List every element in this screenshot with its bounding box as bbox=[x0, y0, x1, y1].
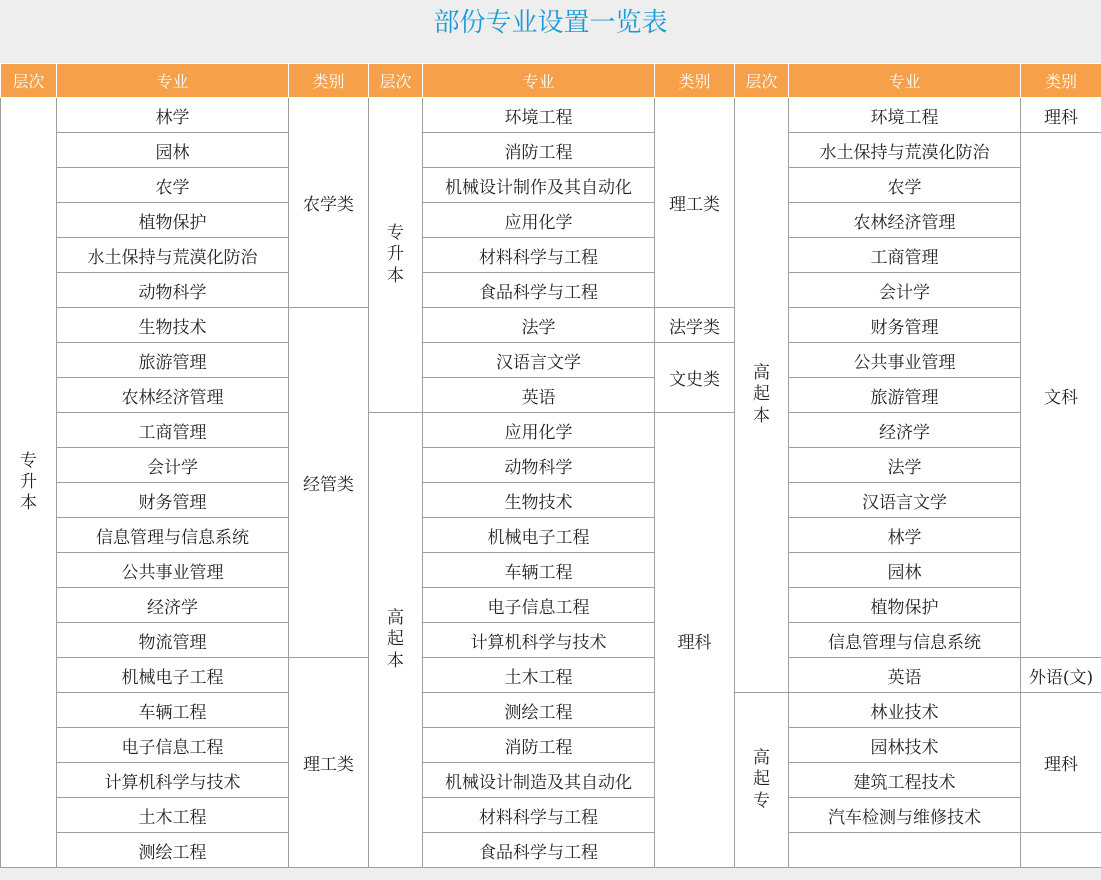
major-cell: 经济学 bbox=[57, 588, 289, 623]
header-major: 专业 bbox=[423, 64, 655, 98]
table-row bbox=[1, 168, 1101, 203]
major-cell: 会计学 bbox=[57, 448, 289, 483]
major-cell: 机械电子工程 bbox=[423, 518, 655, 553]
header-category: 类别 bbox=[289, 64, 369, 98]
table-row bbox=[1, 553, 1101, 588]
major-cell: 英语 bbox=[423, 378, 655, 413]
major-cell: 园林 bbox=[57, 133, 289, 168]
major-cell: 建筑工程技术 bbox=[789, 763, 1021, 798]
table-row bbox=[1, 693, 1101, 728]
table-row bbox=[1, 623, 1101, 658]
major-cell: 计算机科学与技术 bbox=[57, 763, 289, 798]
header-level: 层次 bbox=[1, 64, 57, 98]
major-cell: 机械电子工程 bbox=[57, 658, 289, 693]
major-cell: 计算机科学与技术 bbox=[423, 623, 655, 658]
table-row bbox=[1, 448, 1101, 483]
major-cell: 车辆工程 bbox=[423, 553, 655, 588]
table-row bbox=[1, 483, 1101, 518]
major-cell: 信息管理与信息系统 bbox=[57, 518, 289, 553]
table-row bbox=[1, 203, 1101, 238]
major-cell: 工商管理 bbox=[57, 413, 289, 448]
major-cell: 材料科学与工程 bbox=[423, 238, 655, 273]
major-cell: 动物科学 bbox=[423, 448, 655, 483]
major-cell: 生物技术 bbox=[57, 308, 289, 343]
table-row bbox=[1, 308, 1101, 343]
major-cell: 植物保护 bbox=[789, 588, 1021, 623]
major-cell: 生物技术 bbox=[423, 483, 655, 518]
major-cell: 消防工程 bbox=[423, 133, 655, 168]
major-cell: 林业技术 bbox=[789, 693, 1021, 728]
table-row bbox=[1, 588, 1101, 623]
major-cell: 应用化学 bbox=[423, 413, 655, 448]
table-row bbox=[1, 273, 1101, 308]
major-cell: 测绘工程 bbox=[423, 693, 655, 728]
major-cell: 机械设计制作及其自动化 bbox=[423, 168, 655, 203]
table-row bbox=[1, 238, 1101, 273]
header-major: 专业 bbox=[57, 64, 289, 98]
major-cell: 汽车检测与维修技术 bbox=[789, 798, 1021, 833]
major-cell: 旅游管理 bbox=[57, 343, 289, 378]
major-cell: 动物科学 bbox=[57, 273, 289, 308]
major-cell: 信息管理与信息系统 bbox=[789, 623, 1021, 658]
table-row bbox=[1, 833, 1101, 868]
category-cell: 经管类 bbox=[289, 308, 369, 658]
empty-cell bbox=[789, 833, 1021, 868]
table-row bbox=[1, 518, 1101, 553]
level-cell: 专升本 bbox=[1, 98, 57, 868]
category-cell: 文科 bbox=[1021, 133, 1101, 658]
level-cell: 高起专 bbox=[735, 693, 789, 868]
table-row bbox=[1, 798, 1101, 833]
major-cell: 会计学 bbox=[789, 273, 1021, 308]
table-row bbox=[1, 763, 1101, 798]
major-cell: 农学 bbox=[57, 168, 289, 203]
major-cell: 食品科学与工程 bbox=[423, 273, 655, 308]
major-cell: 土木工程 bbox=[57, 798, 289, 833]
category-cell: 农学类 bbox=[289, 98, 369, 308]
majors-table bbox=[0, 63, 1101, 868]
major-cell: 电子信息工程 bbox=[57, 728, 289, 763]
major-cell: 林学 bbox=[57, 98, 289, 133]
table-row bbox=[1, 658, 1101, 693]
major-cell: 公共事业管理 bbox=[789, 343, 1021, 378]
category-cell: 理工类 bbox=[289, 658, 369, 868]
major-cell: 水土保持与荒漠化防治 bbox=[789, 133, 1021, 168]
major-cell: 财务管理 bbox=[57, 483, 289, 518]
category-cell: 外语(文) bbox=[1021, 658, 1101, 693]
table-row bbox=[1, 413, 1101, 448]
category-cell: 理工类 bbox=[655, 98, 735, 308]
major-cell: 农学 bbox=[789, 168, 1021, 203]
major-cell: 环境工程 bbox=[423, 98, 655, 133]
category-cell: 法学类 bbox=[655, 308, 735, 343]
empty-cell bbox=[1021, 833, 1101, 868]
major-cell: 物流管理 bbox=[57, 623, 289, 658]
major-cell: 法学 bbox=[789, 448, 1021, 483]
level-cell: 高起本 bbox=[369, 413, 423, 868]
major-cell: 植物保护 bbox=[57, 203, 289, 238]
major-cell: 经济学 bbox=[789, 413, 1021, 448]
table-row bbox=[1, 378, 1101, 413]
major-cell: 园林技术 bbox=[789, 728, 1021, 763]
major-cell: 消防工程 bbox=[423, 728, 655, 763]
page-title: 部份专业设置一览表 bbox=[433, 8, 668, 38]
major-cell: 旅游管理 bbox=[789, 378, 1021, 413]
category-cell: 理科 bbox=[1021, 693, 1101, 833]
major-cell: 林学 bbox=[789, 518, 1021, 553]
table-row bbox=[1, 98, 1101, 133]
category-cell: 理科 bbox=[1021, 98, 1101, 133]
major-cell: 环境工程 bbox=[789, 98, 1021, 133]
header-major: 专业 bbox=[789, 64, 1021, 98]
major-cell: 土木工程 bbox=[423, 658, 655, 693]
table-row bbox=[1, 728, 1101, 763]
major-cell: 汉语言文学 bbox=[423, 343, 655, 378]
major-cell: 法学 bbox=[423, 308, 655, 343]
table-row bbox=[1, 343, 1101, 378]
major-cell: 水土保持与荒漠化防治 bbox=[57, 238, 289, 273]
major-cell: 工商管理 bbox=[789, 238, 1021, 273]
major-cell: 汉语言文学 bbox=[789, 483, 1021, 518]
header-level: 层次 bbox=[369, 64, 423, 98]
major-cell: 车辆工程 bbox=[57, 693, 289, 728]
major-cell: 应用化学 bbox=[423, 203, 655, 238]
category-cell: 文史类 bbox=[655, 343, 735, 413]
major-cell: 农林经济管理 bbox=[789, 203, 1021, 238]
major-cell: 农林经济管理 bbox=[57, 378, 289, 413]
major-cell: 电子信息工程 bbox=[423, 588, 655, 623]
header-level: 层次 bbox=[735, 64, 789, 98]
header-row bbox=[1, 64, 1101, 98]
major-cell: 英语 bbox=[789, 658, 1021, 693]
level-cell: 专升本 bbox=[369, 98, 423, 413]
major-cell: 机械设计制造及其自动化 bbox=[423, 763, 655, 798]
major-cell: 园林 bbox=[789, 553, 1021, 588]
major-cell: 材料科学与工程 bbox=[423, 798, 655, 833]
level-cell: 高起本 bbox=[735, 98, 789, 693]
major-cell: 财务管理 bbox=[789, 308, 1021, 343]
major-cell: 食品科学与工程 bbox=[423, 833, 655, 868]
major-cell: 公共事业管理 bbox=[57, 553, 289, 588]
header-category: 类别 bbox=[655, 64, 735, 98]
major-cell: 测绘工程 bbox=[57, 833, 289, 868]
category-cell: 理科 bbox=[655, 413, 735, 868]
header-category: 类别 bbox=[1021, 64, 1101, 98]
table-row bbox=[1, 133, 1101, 168]
